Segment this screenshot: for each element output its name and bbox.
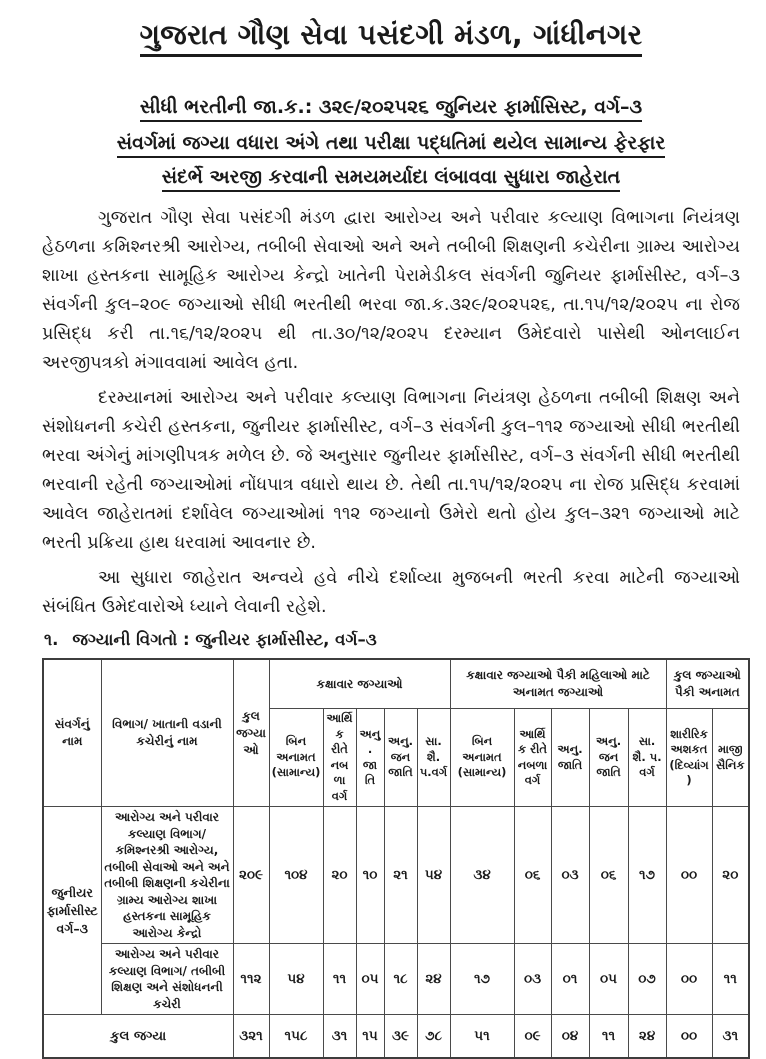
paragraph-1: ગુજરાત ગૌણ સેવા પસંદગી મંડળ દ્વારા આરોગ્ય અને પરીવાર કલ્યાણ વિભાગના નિયંત્રણ હેઠળના કમિશ્નરશ્રી આરોગ્ય, તબીબી સેવાઓ અને અને તબીબી શિક્ષણની કચેરીના ગ્રામ્ય આરોગ્ય શાખા હસ્તકના સામૂહિક આરોગ્ય કેન્દ્રો ખાતેની પેરામેડીકલ સંવર્ગની જુનિયર ફાર્માસીસ્ટ, વર્ગ–૩ સંવર્ગની કુલ–૨૦૯ જગ્યાઓ સીધી ભરતીથી ભરવા જા.ક.૩૨૯/૨૦૨૫૨૬, તા.૧૫/૧૨/૨૦૨૫ ના રોજ પ્રસિદ્ધ કરી તા.૧૬/૧૨/૨૦૨૫ થી તા.૩૦/૧૨/૨૦૨૫ દરમ્યાન ઉમેદવારો પાસેથી ઓનલાઈન અરજીપત્રકો મંગાવવામાં આવેલ હતા.	[42, 208, 740, 373]
header-women-st: અનુ. જન જાતિ	[589, 709, 628, 807]
paragraph-3: આ સુધારા જાહેરાત અન્વયે હવે નીચે દર્શાવ્યા મુજબની ભરતી કરવા માટેની જગ્યાઓ સંબંધિત ઉમેદવારોએ ધ્યાને લેવાની રહેશે.	[42, 568, 740, 617]
table-header-group-row	[43, 659, 749, 709]
value-cell: ૧૦૪	[269, 807, 323, 944]
value-cell: ૨૦	[712, 807, 749, 944]
header-office-name: વિભાગ/ ખાતાની વડાની કચેરીનું નામ	[101, 659, 233, 807]
total-value-cell: ૧૫	[356, 1015, 384, 1059]
value-cell: ૦૩	[551, 807, 589, 944]
header-reserved-disabled: શારીરિક અશકત (દિવ્યાંગ)	[666, 709, 712, 807]
header-cat-general: બિન અનામત (સામાન્ય)	[269, 709, 323, 807]
value-cell: ૨૧	[384, 807, 417, 944]
value-cell: ૦૫	[589, 944, 628, 1015]
value-cell: ૧૧	[712, 944, 749, 1015]
table-row-medical-education	[43, 944, 749, 1015]
total-row-label: કુલ જગ્યા	[43, 1015, 233, 1059]
notice-heading-line3-text: સંદર્ભે અરજી કરવાની સમયમર્યાદા લંબાવવા સુધારા જાહેરાત	[162, 166, 621, 192]
total-value-cell: ૦૯	[514, 1015, 551, 1059]
section-title: જગ્યાની વિગતો : જુનીયર ફાર્માસીસ્ટ, વર્ગ–૩	[72, 630, 377, 649]
office-cell: આરોગ્ય અને પરીવાર કલ્યાણ વિભાગ/ તબીબી શિક્ષણ અને સંશોધનની કચેરી	[101, 944, 233, 1015]
document-title-text: ગુજરાત ગૌણ સેવા પસંદગી મંડળ, ગાંધીનગર	[140, 18, 643, 57]
total-value-cell: ૩૯	[384, 1015, 417, 1059]
value-cell: ૧૧	[323, 944, 356, 1015]
notice-heading-line1	[42, 96, 740, 118]
total-value-cell: ૫૧	[450, 1015, 514, 1059]
header-women-sc: અનુ. જાતિ	[551, 709, 589, 807]
total-value-cell: ૩૧	[712, 1015, 749, 1059]
value-cell: ૦૬	[589, 807, 628, 944]
value-cell: ૫૪	[417, 807, 450, 944]
total-value-cell: ૭૮	[417, 1015, 450, 1059]
document-title	[42, 18, 740, 52]
header-group-total-reserved: કુલ જગ્યાઓ પૈકી અનામત	[666, 659, 749, 709]
header-cat-sebc: સા. શૈ. પ.વર્ગ	[417, 709, 450, 807]
header-women-ews: આર્થિક રીતે નબળા વર્ગ	[514, 709, 551, 807]
header-group-women-reserved-posts: કક્ષાવાર જગ્યાઓ પૈકી મહિલાઓ માટે અનામત જગ્યાઓ	[450, 659, 666, 709]
header-cat-ews: આર્થિક રીતે નબળા વર્ગ	[323, 709, 356, 807]
value-cell: ૦૩	[514, 944, 551, 1015]
value-cell: ૦૦	[666, 807, 712, 944]
header-cadre-name: સંવર્ગનું નામ	[43, 659, 101, 807]
value-cell: ૦૬	[514, 807, 551, 944]
value-cell: ૨૦૯	[233, 807, 269, 944]
notice-heading-line3	[42, 166, 740, 188]
total-value-cell: ૧૧	[589, 1015, 628, 1059]
section-number: ૧.	[44, 630, 59, 649]
value-cell: ૧૭	[450, 944, 514, 1015]
value-cell: ૦૫	[356, 944, 384, 1015]
value-cell: ૧૧૨	[233, 944, 269, 1015]
header-reserved-exserviceman: માજી સૈનિક	[712, 709, 749, 807]
total-value-cell: ૩૨૧	[233, 1015, 269, 1059]
vacancy-table	[42, 658, 750, 1059]
total-value-cell: ૨૪	[628, 1015, 666, 1059]
value-cell: ૧૮	[384, 944, 417, 1015]
value-cell: ૨૦	[323, 807, 356, 944]
header-women-sebc: સા. શૈ. પ. વર્ગ	[628, 709, 666, 807]
value-cell: ૧૭	[628, 807, 666, 944]
value-cell: ૦૧	[551, 944, 589, 1015]
paragraph-2: દરમ્યાનમાં આરોગ્ય અને પરીવાર કલ્યાણ વિભાગના નિયંત્રણ હેઠળના તબીબી શિક્ષણ અને સંશોધનની કચેરી હસ્તકના, જુનીયર ફાર્માસીસ્ટ, વર્ગ–૩ સંવર્ગની કુલ–૧૧૨ જગ્યાઓ સીધી ભરતીથી ભરવા અંગેનું માંગણીપત્રક મળેલ છે. જે અનુસાર જુનીયર ફાર્માસીસ્ટ, વર્ગ–૩ સંવર્ગની સીધી ભરતીથી ભરવાની રહેતી જગ્યાઓમાં નોંધપાત્ર વધારો થાય છે. તેથી તા.૧૫/૧૨/૨૦૨૫ ના રોજ પ્રસિદ્ધ કરવામાં આવેલ જાહેરાતમાં દર્શાવેલ જગ્યાઓમાં ૧૧૨ જગ્યાનો ઉમેરો થતો હોય કુલ–૩૨૧ જગ્યાઓ માટે ભરતી પ્રક્રિયા હાથ ધરવામાં આવનાર છે.	[42, 388, 740, 553]
value-cell: ૩૪	[450, 807, 514, 944]
value-cell: ૦૭	[628, 944, 666, 1015]
value-cell: ૨૪	[417, 944, 450, 1015]
cadre-cell: જુનીયર ફાર્માસીસ્ટ વર્ગ–૩	[43, 807, 101, 1015]
header-cat-sc: અનુ. જાતિ	[356, 709, 384, 807]
total-value-cell: ૩૧	[323, 1015, 356, 1059]
header-cat-st: અનુ. જન જાતિ	[384, 709, 417, 807]
header-group-categorywise-posts: કક્ષાવાર જગ્યાઓ	[269, 659, 450, 709]
total-value-cell: ૧૫૮	[269, 1015, 323, 1059]
notice-heading-line1-text: સીધી ભરતીની જા.ક.: ૩૨૯/૨૦૨૫૨૬ જુનિયર ફાર્માસિસ્ટ, વર્ગ–૩	[140, 96, 642, 122]
table-row-commissioner-health	[43, 807, 749, 944]
section-heading	[44, 630, 740, 650]
value-cell: ૦૦	[666, 944, 712, 1015]
value-cell: ૫૪	[269, 944, 323, 1015]
table-total-row	[43, 1015, 749, 1059]
notice-heading-line2-text: સંવર્ગમાં જગ્યા વધારા અંગે તથા પરીક્ષા પદ્ધતિમાં થયેલ સામાન્ય ફેરફાર	[117, 132, 666, 158]
header-total-posts: કુલ જગ્યાઓ	[233, 659, 269, 807]
header-women-general: બિન અનામત (સામાન્ય)	[450, 709, 514, 807]
notice-heading-line2	[42, 132, 740, 154]
total-value-cell: ૦૪	[551, 1015, 589, 1059]
total-value-cell: ૦૦	[666, 1015, 712, 1059]
office-cell: આરોગ્ય અને પરીવાર કલ્યાણ વિભાગ/ કમિશ્નરશ્રી આરોગ્ય, તબીબી સેવાઓ અને અને તબીબી શિક્ષણની કચેરીના ગ્રામ્ય આરોગ્ય શાખા હસ્તકના સામૂહિક આરોગ્ય કેન્દ્રો	[101, 807, 233, 944]
value-cell: ૧૦	[356, 807, 384, 944]
